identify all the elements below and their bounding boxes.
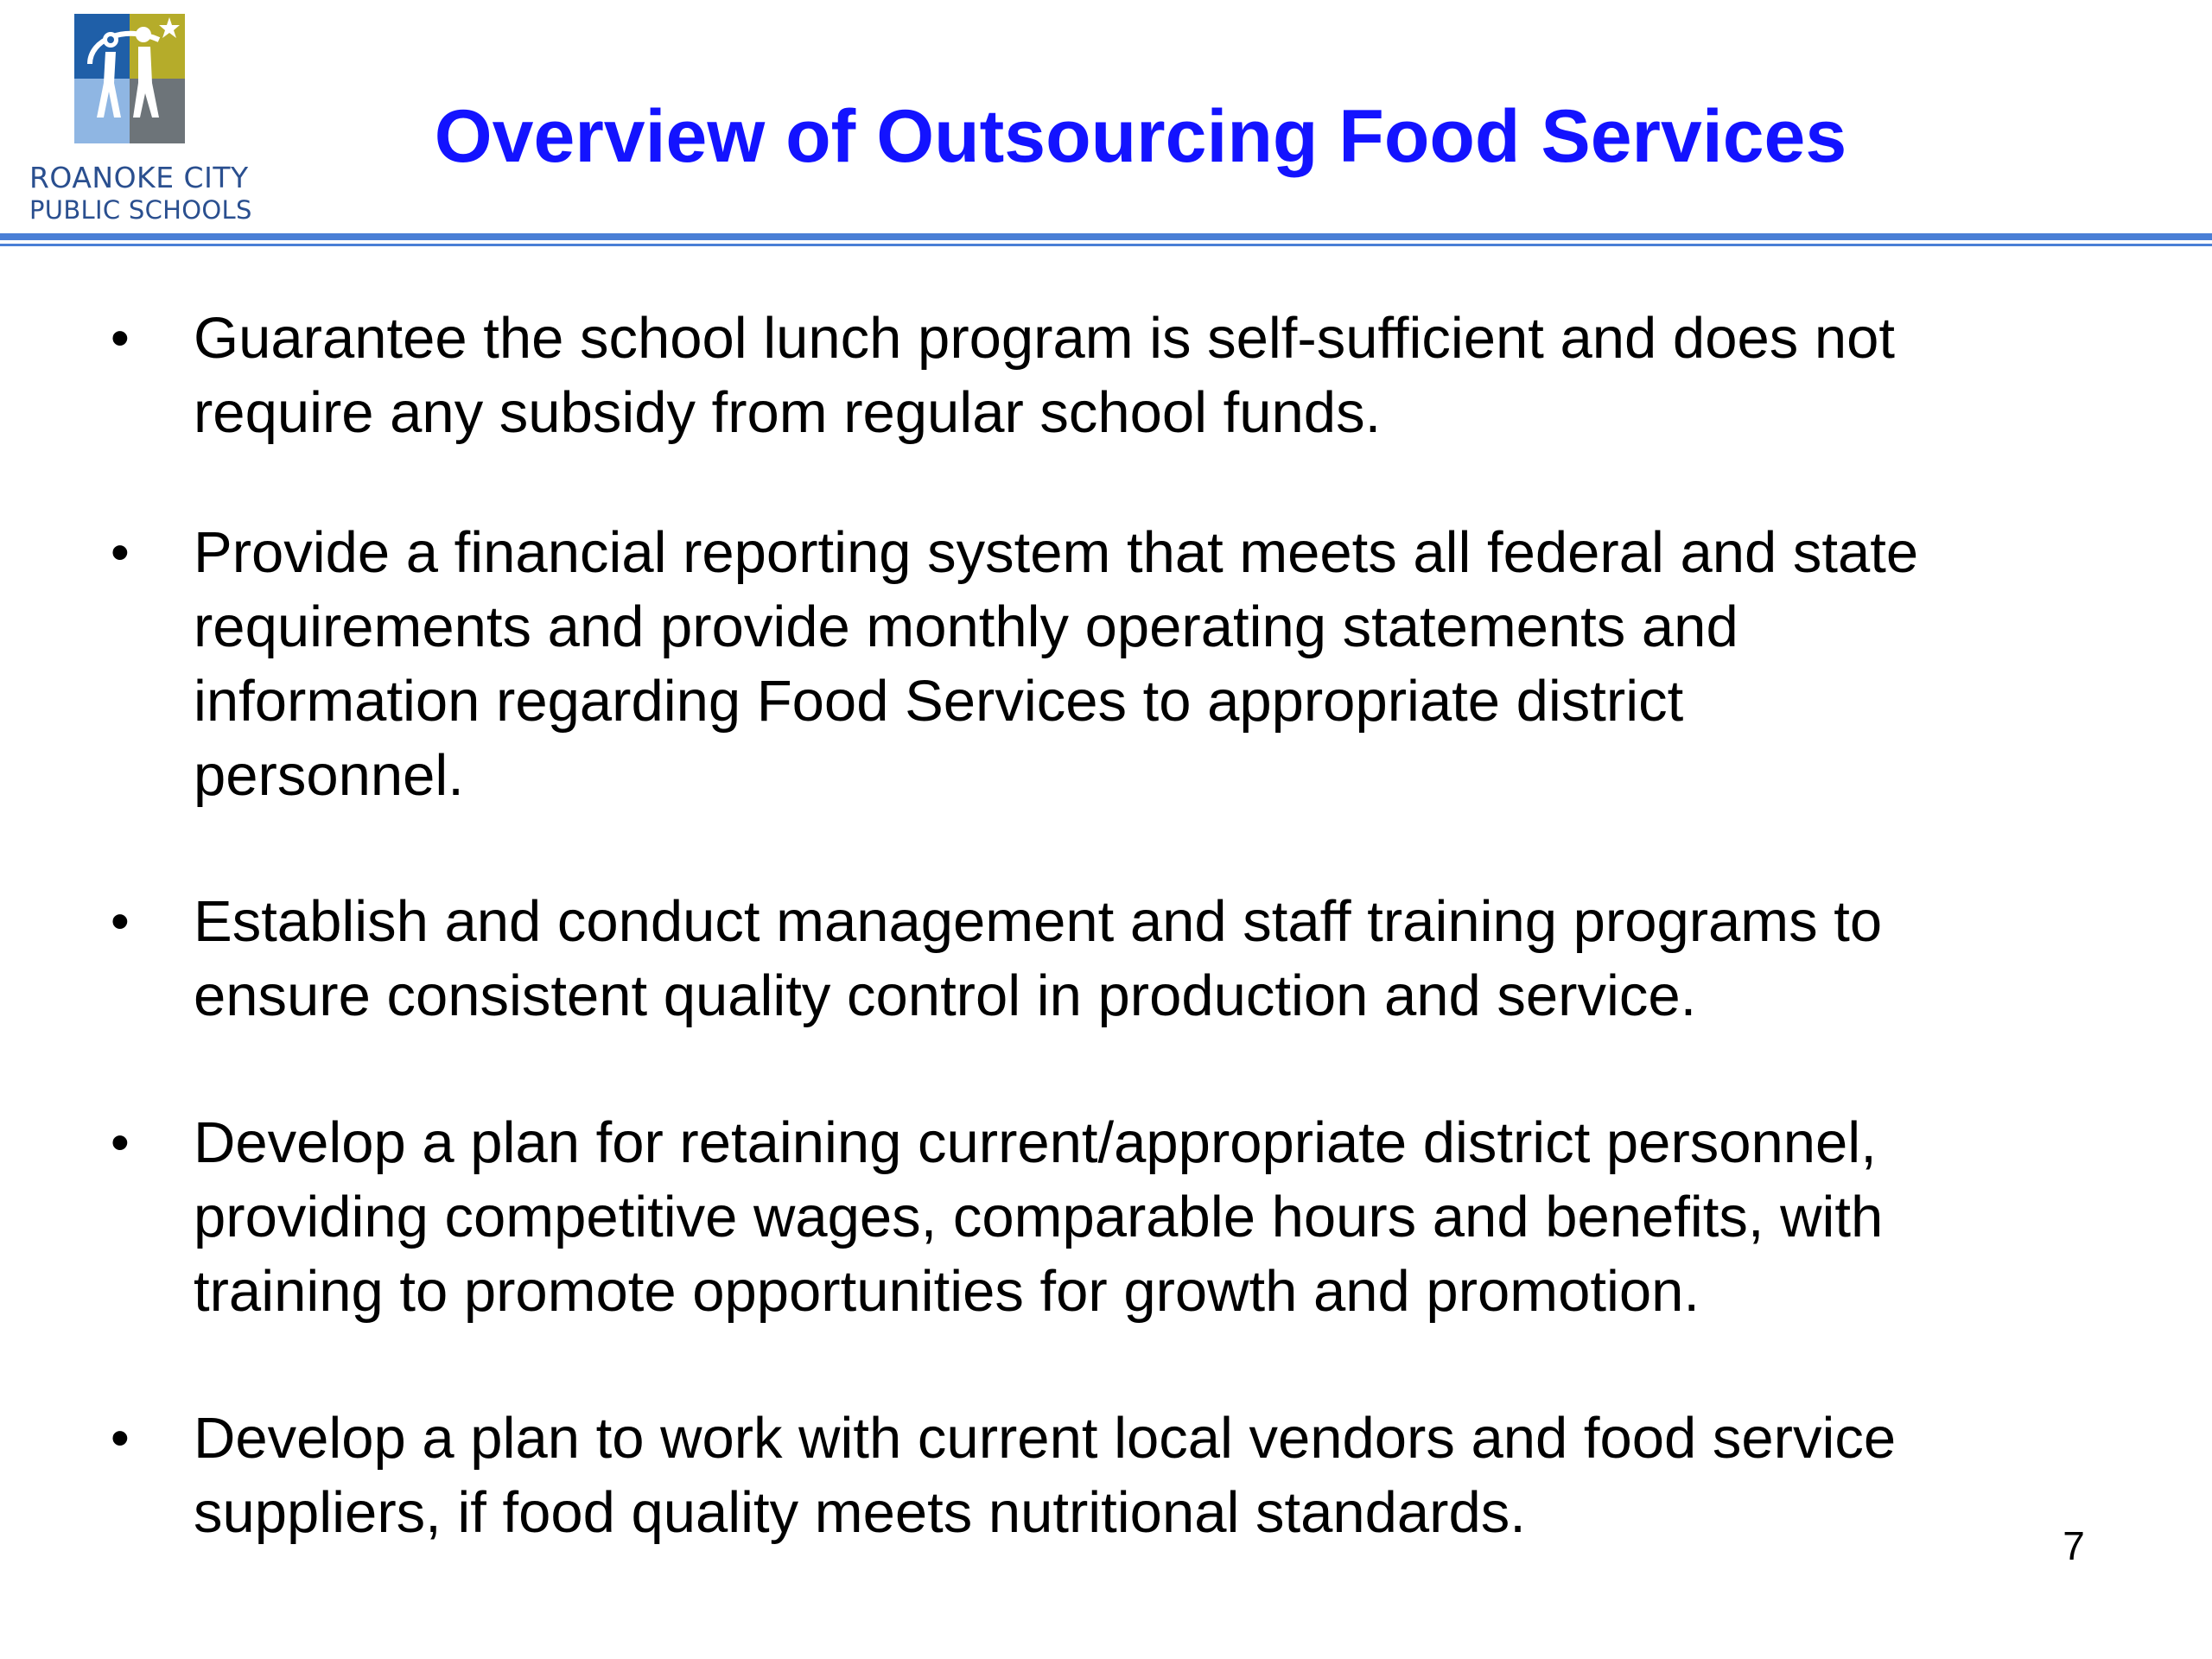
bullet-line: Develop a plan for retaining current/appropriate district personnel,: [194, 1110, 1877, 1175]
slide-title: Overview of Outsourcing Food Services: [434, 95, 1847, 178]
bullet-text: [194, 885, 2051, 1033]
bullet-text: [194, 516, 2051, 813]
bullet-line: ensure consistent quality control in production and service.: [194, 963, 1697, 1028]
bullet-text: [194, 1106, 2051, 1329]
bullet-line: suppliers, if food quality meets nutritional standards.: [194, 1480, 1526, 1545]
bullet-dot: •: [111, 523, 130, 582]
bullet-line: require any subsidy from regular school funds.: [194, 380, 1382, 445]
bullet-line: Provide a financial reporting system that meets all federal and state: [194, 520, 1919, 585]
bullet-text: [194, 1402, 2051, 1550]
logo-text-line2: PUBLIC SCHOOLS: [29, 195, 252, 225]
logo-text-line1: ROANOKE CITY: [29, 161, 249, 194]
bullet-line: personnel.: [194, 743, 464, 808]
bullet-line: providing competitive wages, comparable hours and benefits, with: [194, 1185, 1884, 1249]
bullet-line: Develop a plan to work with current local vendors and food service: [194, 1406, 1897, 1471]
bullet-line: Guarantee the school lunch program is self-sufficient and does not: [194, 306, 1895, 371]
bullet-dot: •: [111, 1408, 130, 1468]
bullet-line: requirements and provide monthly operating statements and: [194, 594, 1738, 659]
page-number: 7: [2063, 1523, 2085, 1568]
bullet-dot: •: [111, 308, 130, 368]
bullet-line: Establish and conduct management and staff training programs to: [194, 889, 1883, 954]
bullet-line: information regarding Food Services to appropriate district: [194, 669, 1684, 734]
bullet-text: [194, 302, 2051, 450]
bullet-dot: •: [111, 892, 130, 951]
bullet-line: training to promote opportunities for growth and promotion.: [194, 1259, 1700, 1324]
bullet-dot: •: [111, 1113, 130, 1173]
